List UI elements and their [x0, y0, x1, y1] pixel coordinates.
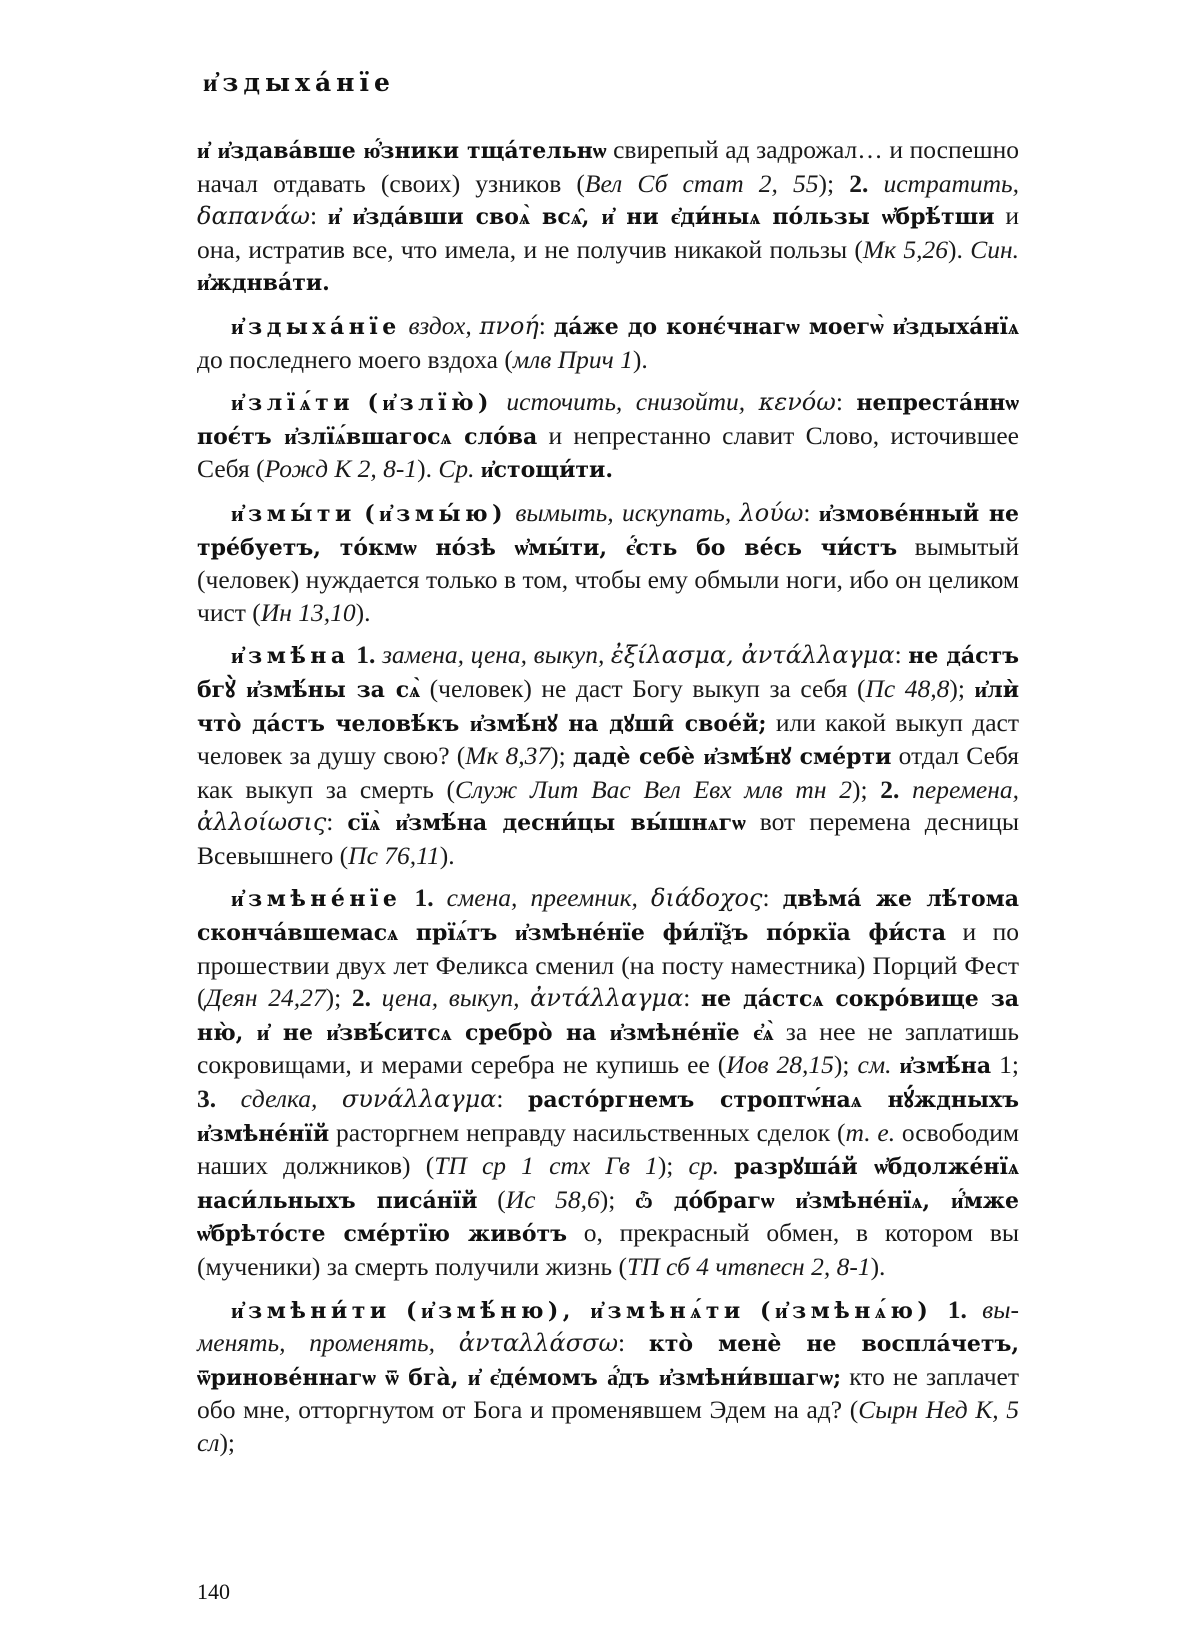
headword-form: (и҆злїю̀): [367, 390, 493, 417]
church-slavonic-quote: да́же до конє́чнагѡ моегѡ̀ и҆здыха́нїѧ: [553, 313, 1020, 340]
definition: сделка,: [240, 1084, 318, 1114]
greek-equivalent: ἀνταλλάσσω: [458, 1329, 619, 1358]
cross-reference: и҆змѣ́на: [899, 1053, 992, 1080]
headword-form: (и҆змѣ́ню),: [406, 1297, 575, 1324]
source-reference: Мк 5,26: [862, 234, 949, 264]
cross-reference: и҆жднва́ти.: [197, 270, 330, 297]
definition: выменять, променять,: [197, 1294, 1020, 1358]
text: [719, 1151, 734, 1180]
source-reference: ТП сб 4 чтвпесн 2, 8-1: [627, 1252, 871, 1281]
text: :: [326, 807, 348, 837]
text: );: [550, 741, 573, 771]
headword: и҆змѣнѧ́ти: [590, 1297, 745, 1324]
text: [375, 640, 382, 669]
text: :: [496, 1084, 528, 1114]
church-slavonic-quote: и҆змове́нный не тре́буетъ, то́кмѡ но́зѣ ѡ҆мы́ти, є҆́сть бо ве́сь чи́стъ: [197, 500, 1020, 561]
entry-izmenenie: [197, 882, 1019, 1283]
entry-izliyati: [197, 386, 1019, 487]
text: );: [833, 1050, 858, 1080]
entry-continuation: [197, 134, 1019, 300]
text: [401, 311, 409, 340]
headword: и҆злїѧ́ти: [231, 390, 355, 417]
text: [932, 1295, 947, 1324]
text: :: [835, 387, 857, 417]
text: ).: [870, 1252, 886, 1281]
text: или какой выкуп даст человек за душу свою? (: [197, 707, 1020, 771]
compare-label: ср.: [688, 1151, 719, 1181]
text: ).: [948, 234, 971, 264]
source-reference: Рожд К 2, 8-1: [264, 454, 418, 484]
text: );: [949, 673, 975, 703]
source-reference: ТП ср 1 стх Гв 1: [434, 1151, 658, 1181]
text: кто не заплачет обо мне, отторгнутом от Бога и променявшем Эдем на ад? (: [197, 1361, 1019, 1425]
source-reference: Служ Лит Вас Вел Евх млв тн 2: [455, 774, 852, 804]
greek-equivalent: κενόω: [758, 388, 836, 417]
text: [391, 1295, 406, 1324]
source-reference: Пс 76,11: [348, 840, 440, 870]
text: о, прекрасный обмен, в котором вы (мученики) за смерть получили жизнь (: [197, 1218, 1020, 1281]
sense-number: 3.: [197, 1084, 217, 1114]
source-reference: Мк 8,37: [465, 741, 551, 771]
sense-number: 1.: [356, 640, 376, 670]
abbreviation: т. е.: [845, 1117, 896, 1147]
text: [731, 498, 739, 527]
text: и непрестанно славит Слово, источившее Себя (: [197, 420, 1019, 484]
definition: цена, выкуп,: [381, 983, 520, 1013]
compare-label: Ср.: [438, 454, 475, 484]
definition: смена, преемник,: [446, 883, 638, 913]
headword: и҆змѣни́ти: [231, 1297, 391, 1324]
definition: замена, цена, выкуп,: [381, 640, 605, 670]
text: [745, 1295, 760, 1324]
text: освободим наших должников) (: [197, 1117, 1019, 1181]
text: ).: [632, 344, 648, 374]
church-slavonic-quote: не да́стъ бгꙋ̀ и҆змѣ́ны за сѧ̀: [197, 643, 1020, 703]
greek-equivalent: διάδοχος: [651, 884, 763, 913]
church-slavonic-quote: дадѐ себѐ и҆змѣ́нꙋ сме́рти: [572, 744, 892, 771]
entry-izmeniti: [197, 1294, 1019, 1460]
source-reference: Сырн Нед К, 5 сл: [197, 1395, 1019, 1457]
definition: перемена,: [912, 774, 1019, 804]
greek-equivalent: δαπανάω: [197, 202, 311, 231]
source-reference: Деян 24,27: [205, 983, 326, 1013]
text: [891, 1050, 899, 1079]
church-slavonic-quote: и҆ и҆здава́вше ю҆́зники тща́тельнѡ: [197, 138, 607, 164]
text: [575, 1295, 590, 1324]
text: :: [618, 1328, 649, 1358]
text: и она, истратив все, что имела, и не получив никакой пользы (: [197, 201, 1020, 264]
synonym-label: Син.: [970, 234, 1019, 264]
sense-number: 1.: [947, 1294, 967, 1324]
source-reference: Иов 28,15: [726, 1050, 834, 1080]
church-slavonic-quote: ѽ до́брагѡ и҆змѣне́нїѧ, и҆́мже ѡ҆брѣто́сте сме́ртїю живо́тъ: [197, 1187, 1020, 1248]
church-slavonic-quote: и҆ и҆зда́вши своѧ̀ всѧ̑, и҆ ни є҆ди́ныѧ по́льзы ѡ҆брѣ́тши: [327, 204, 995, 231]
text: );: [657, 1151, 689, 1181]
text: [371, 983, 382, 1012]
text: [401, 883, 414, 912]
source-reference: Ин 13,10: [260, 597, 356, 627]
greek-equivalent: ἐξίλασμα, ἀντάλλαγμα: [610, 641, 895, 670]
church-slavonic-quote: и҆лѝ что̀ да́стъ человѣ́къ и҆змѣ́нꙋ на дꙋши̑ свое́й;: [197, 676, 1020, 737]
text: [472, 311, 480, 340]
definition: истратить,: [883, 168, 1020, 198]
text: );: [818, 168, 850, 198]
running-head: и҆здыха́нїе: [203, 68, 395, 97]
sense-number: 2.: [351, 983, 371, 1013]
text: :: [803, 497, 819, 527]
text: [216, 1084, 240, 1113]
text: свирепый ад задрожал… и поспешно начал отдавать (своих) узников (: [197, 135, 1019, 198]
text: [868, 169, 883, 198]
greek-equivalent: λούω: [739, 498, 804, 527]
text: [493, 387, 506, 416]
church-slavonic-quote: расто́ргнемъ строптѡ́наѧ нꙋ́ждныхъ и҆змѣне́нїй: [197, 1087, 1020, 1147]
greek-equivalent: ἀλλοίωσις: [197, 808, 327, 837]
greek-equivalent: ἀντάλλαγμα: [530, 984, 684, 1013]
definition: вымыть, искупать,: [515, 497, 732, 527]
text: [899, 775, 912, 804]
source-reference: Вел Сб стат 2, 55: [584, 168, 819, 198]
source-reference: Ис 58,6: [505, 1184, 600, 1214]
text: [434, 883, 447, 912]
text: );: [325, 983, 352, 1013]
source-reference: млв Прич 1: [512, 344, 633, 374]
text: [354, 387, 367, 416]
page-number: 140: [197, 1579, 230, 1604]
church-slavonic-quote: непрестáннѡ поє́тъ и҆злїѧ́вшагосѧ сло́ва: [197, 390, 1020, 450]
text: ).: [417, 454, 439, 484]
text: [638, 883, 651, 912]
church-slavonic-quote: двѣма́ же лѣ́тома сконча́вшемасѧ прїѧ́тъ и҆змѣне́нїе фи́лїѯъ по́ркїа фи́ста: [197, 886, 1020, 947]
headword: и҆змы́ти: [231, 500, 356, 527]
headword: и҆змѣ́на: [231, 643, 350, 670]
headword: и҆здыха́нїе: [231, 313, 401, 340]
text: вымытый (человек) нуждается только в том, чтобы ему обмыли ноги, ибо он целиком чист (: [197, 531, 1019, 627]
text: :: [538, 310, 554, 340]
headword: и҆змѣне́нїе: [231, 886, 402, 913]
headword-form: (и҆змы́ю): [364, 500, 507, 527]
see-label: см.: [857, 1050, 892, 1080]
text: [604, 640, 611, 669]
text: :: [683, 983, 701, 1013]
text: отдал Себя как выкуп за смерть (: [197, 741, 1019, 804]
text: и по прошествии двух лет Феликса сменил (на посту наместника) Порций Фест (: [197, 917, 1019, 1013]
text: [745, 387, 758, 416]
text: [520, 983, 531, 1012]
dictionary-body: [197, 134, 1019, 1460]
entry-izmena: [197, 639, 1019, 872]
text: [317, 1084, 341, 1113]
definition: источить, снизойти,: [506, 387, 746, 417]
definition: вздох,: [408, 310, 472, 340]
church-slavonic-quote: не да́стсѧ сокро́вище за ню̀, и҆ не и҆звѣ́ситсѧ сребро̀ на и҆змѣне́нїе є҆ѧ̀: [197, 986, 1020, 1046]
text: [967, 1295, 982, 1324]
headword-form: (и҆змѣнѧ́ю): [760, 1297, 933, 1324]
sense-number: 1.: [414, 883, 434, 913]
church-slavonic-quote: сїѧ̀ и҆змѣ́на десни́цы вы́шнѧгѡ: [347, 810, 746, 837]
text: (человек) не даст Богу выкуп за себя (: [420, 673, 866, 703]
text: );: [219, 1427, 236, 1457]
sense-number: 2.: [880, 774, 900, 804]
entry-izdykhanie: [197, 310, 1019, 376]
text: :: [310, 201, 328, 231]
text: вот перемена десницы Всевышнего (: [197, 807, 1020, 870]
church-slavonic-quote: разрꙋша́й ѡ҆бдолже́нїѧ наси́льныхъ писа́нїй: [197, 1154, 1019, 1214]
text: :: [894, 640, 909, 670]
text: 1;: [991, 1050, 1020, 1080]
cross-reference: и҆стощи́ти.: [480, 457, 614, 484]
entry-izmyti: [197, 497, 1019, 629]
text: расторгнем неправду насильственных сделок (: [329, 1117, 846, 1147]
text: );: [599, 1184, 636, 1214]
text: [435, 1328, 459, 1357]
church-slavonic-quote: кто̀ менѐ не восплáчетъ, ѿринове́ннагѡ ѿ бга̀, и҆ є҆де́момъ а҆́дъ и҆змѣни́вшагѡ;: [197, 1331, 1020, 1391]
greek-equivalent: συνάλλαγμα: [341, 1085, 497, 1114]
text: (: [477, 1184, 506, 1214]
sense-number: 2.: [849, 168, 869, 198]
greek-equivalent: πνοή: [479, 311, 539, 340]
text: [356, 498, 364, 527]
text: );: [851, 774, 881, 804]
text: за нее не заплатишь сокровищами, и мерами серебра не купишь ее (: [197, 1016, 1019, 1080]
source-reference: Пс 48,8: [865, 673, 950, 703]
text: до последнего моего вздоха (: [197, 344, 513, 374]
text: :: [762, 883, 783, 913]
text: ).: [355, 597, 371, 627]
text: ).: [439, 840, 455, 870]
